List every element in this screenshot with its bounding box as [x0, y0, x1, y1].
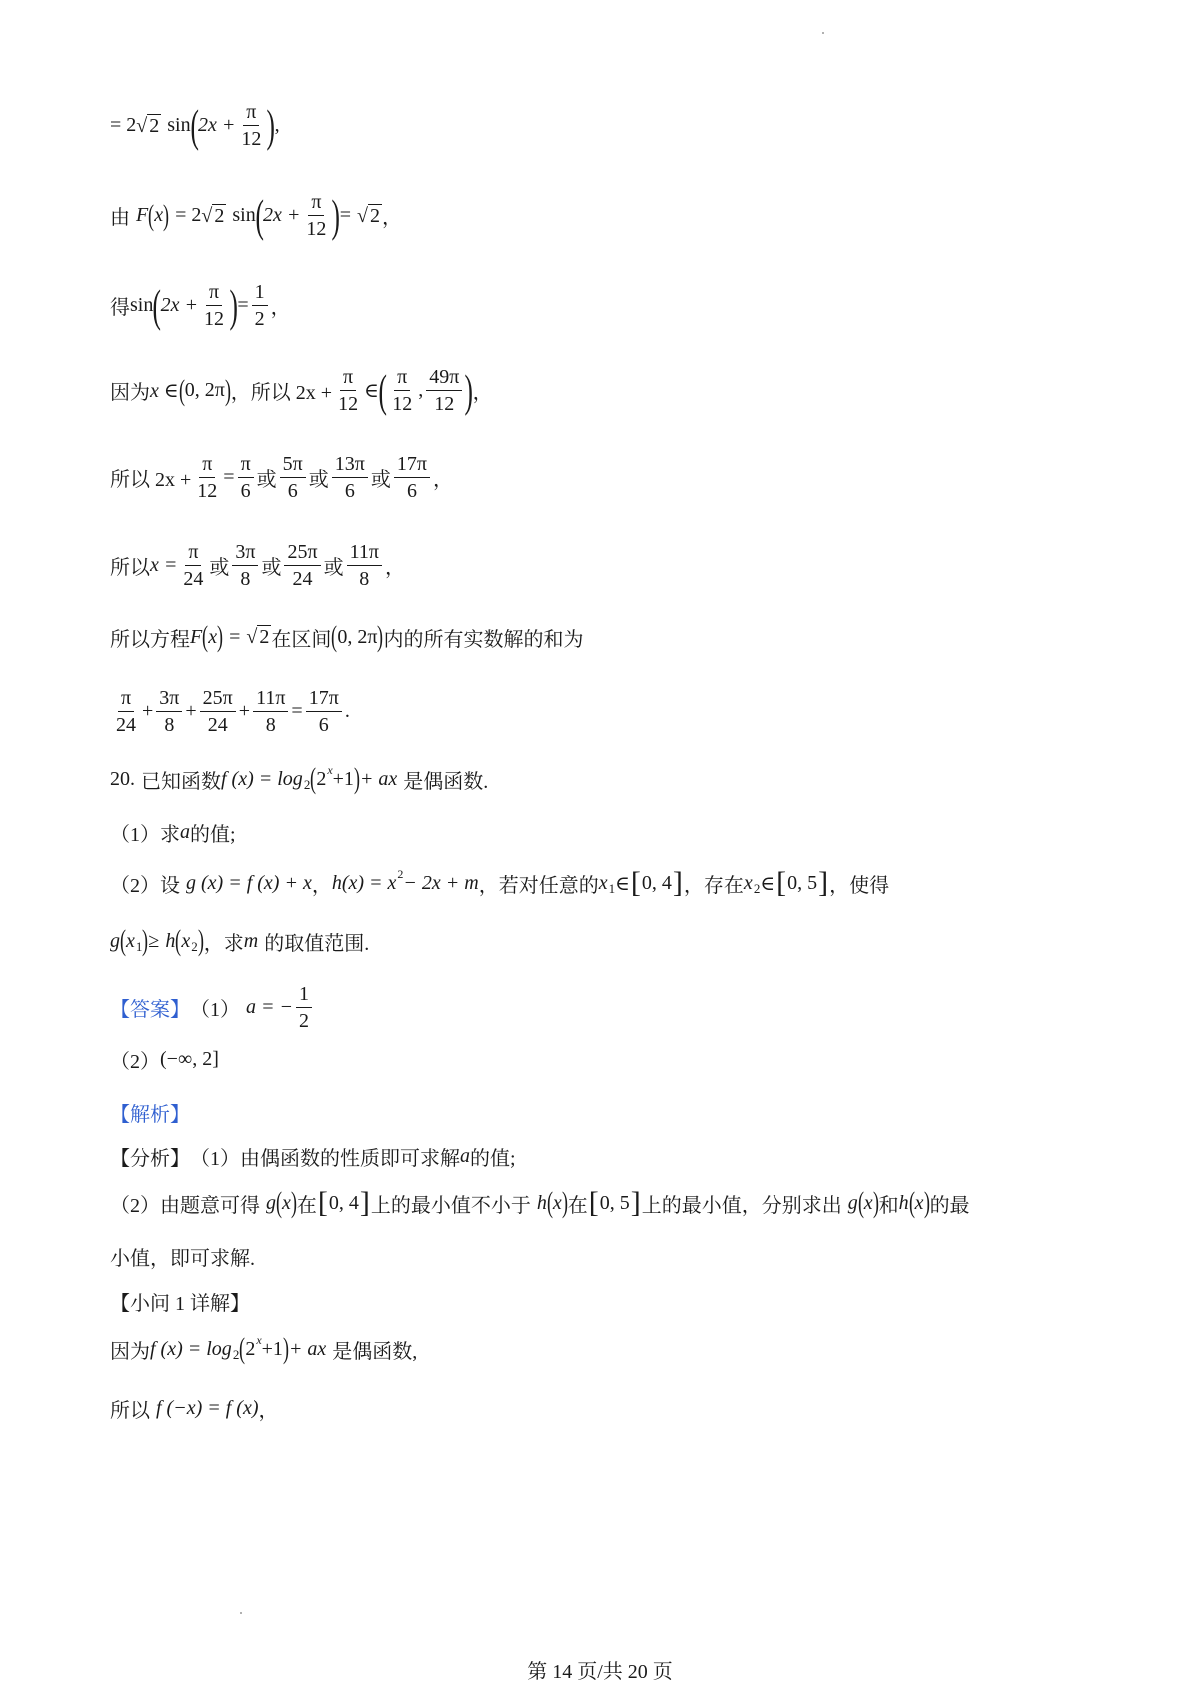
numerator: 11π	[347, 540, 382, 566]
var-a: a	[180, 821, 190, 843]
log-base: 2	[232, 1347, 240, 1362]
fraction	[296, 982, 312, 1033]
text: 小值，即可求解.	[110, 1248, 255, 1270]
right-paren: )	[377, 620, 384, 653]
numerator: π	[394, 365, 410, 391]
fraction	[200, 686, 236, 737]
equals: =	[339, 204, 352, 226]
text: ，存在	[683, 874, 744, 897]
left-paren: (	[378, 364, 387, 416]
fraction	[426, 365, 462, 416]
func-F: F	[190, 625, 203, 648]
numerator: 3π	[232, 540, 258, 566]
element-of: ∈	[615, 872, 630, 895]
fraction	[238, 100, 264, 151]
plus: +	[185, 700, 197, 722]
numerator: 5π	[280, 452, 306, 478]
punct: ，	[433, 469, 453, 491]
equals: =	[223, 466, 235, 488]
text: （2）由题意可得	[110, 1194, 260, 1217]
denominator: 8	[164, 714, 175, 736]
left-paren: (	[175, 924, 182, 957]
right-paren: )	[290, 1186, 297, 1219]
sqrt: √ 2	[246, 626, 270, 648]
or-text: 或	[261, 557, 282, 579]
exponent: 2	[397, 866, 404, 881]
sqrt: √ 2	[201, 204, 225, 227]
denominator: 8	[240, 568, 251, 590]
sqrt-radicand: 2	[149, 114, 160, 137]
answer-expr: a = −	[246, 996, 293, 1018]
func-h: h	[898, 1191, 909, 1214]
punct: ,	[274, 114, 280, 136]
fraction	[201, 280, 227, 331]
text: （1）求	[110, 824, 180, 846]
denominator: 8	[359, 568, 370, 590]
text: ，求	[203, 932, 244, 955]
func-g: g	[110, 929, 120, 952]
scan-speck	[240, 1612, 242, 1614]
denominator: 6	[318, 714, 329, 736]
interval: 0, 5	[787, 871, 818, 894]
punct: ，	[270, 297, 291, 319]
step-line-3	[110, 280, 291, 331]
equation: f (−x) = f (x)	[156, 1397, 259, 1419]
linear-term: + ax	[288, 1337, 327, 1360]
answer-interval: (−∞, 2]	[160, 1048, 219, 1070]
fraction	[306, 686, 342, 737]
left-paren: (	[857, 1186, 864, 1219]
sqrt: √ 2	[136, 114, 160, 137]
var-m: m	[243, 929, 259, 952]
numerator: π	[185, 540, 201, 566]
fraction	[252, 280, 268, 331]
exponent: x	[256, 1332, 262, 1347]
comma: ,	[418, 379, 424, 401]
left-bracket: [	[630, 866, 641, 899]
problem-20-part-2	[110, 868, 889, 898]
text: 是偶函数.	[403, 770, 489, 793]
left-paren: (	[276, 1186, 282, 1219]
text: 是偶函数,	[332, 1340, 418, 1363]
arg-term: 2x +	[263, 204, 301, 226]
or-text: 或	[323, 557, 344, 579]
analysis-subheading: 【分析】	[110, 1148, 190, 1170]
text: 在	[567, 1194, 588, 1217]
func-h: h(x) = x	[331, 871, 397, 894]
fraction	[389, 365, 415, 416]
text-prefix: 因为	[110, 382, 150, 404]
func-h-tail: − 2x + m	[403, 871, 479, 894]
var-a: a	[460, 1145, 470, 1167]
denominator: 6	[344, 480, 355, 502]
denominator: 6	[240, 480, 251, 502]
fraction	[180, 540, 206, 591]
right-paren: )	[282, 1332, 289, 1365]
arg-term: 2x +	[197, 114, 236, 136]
page-footer: 第 14 页/共 20 页	[527, 1661, 673, 1683]
step-line-4	[110, 365, 493, 416]
sub-question-label: 【小问 1 详解】	[110, 1293, 250, 1315]
base: 2	[316, 767, 327, 790]
numerator: 49π	[426, 365, 462, 391]
analysis-part-1	[110, 1142, 516, 1171]
left-bracket: [	[588, 1186, 599, 1219]
interval: 0, 2π	[184, 379, 225, 401]
answer-part-1	[110, 982, 315, 1033]
left-paren: (	[152, 279, 162, 331]
analysis-label: 【解析】	[110, 1104, 190, 1126]
text-mid: ，所以 2x +	[230, 382, 333, 404]
numerator: 1	[252, 280, 268, 306]
or-text: 或	[370, 469, 391, 491]
right-paren: )	[561, 1186, 568, 1219]
text-tail: 内的所有实数解的和为	[383, 628, 584, 651]
sin-fn: sin	[167, 114, 191, 136]
subscript: 2	[191, 939, 198, 954]
left-paren: (	[148, 198, 155, 232]
denominator: 12	[241, 128, 262, 150]
right-paren: )	[331, 189, 341, 241]
denominator: 12	[204, 308, 225, 330]
plus: +	[238, 700, 251, 722]
detail-line-1	[110, 1334, 417, 1364]
fraction	[394, 452, 430, 503]
analysis-heading	[110, 1098, 190, 1127]
var-x: x	[208, 625, 218, 648]
text: 上的最小值，分别求出	[641, 1194, 842, 1217]
step-line-8	[110, 686, 350, 737]
denominator: 12	[392, 393, 413, 415]
equals: = 2	[175, 204, 202, 226]
right-paren: )	[229, 279, 238, 331]
denominator: 12	[338, 393, 359, 415]
fraction	[113, 686, 139, 737]
text: 在	[296, 1194, 317, 1217]
left-paren: (	[310, 762, 317, 795]
element-of: ∈	[760, 872, 776, 895]
text: 的值;	[470, 1148, 516, 1170]
right-bracket: ]	[818, 866, 829, 899]
plus: +	[142, 700, 154, 722]
left-paren: (	[255, 189, 264, 241]
func-g: g (x) = f (x) + x	[186, 871, 312, 894]
func-g: g	[266, 1191, 276, 1214]
text: 的取值范围.	[264, 932, 370, 955]
punct: ，	[258, 1400, 279, 1422]
right-bracket: ]	[672, 866, 683, 899]
interval: 0, 4	[328, 1191, 359, 1214]
fraction	[194, 452, 220, 503]
subscript: 1	[608, 881, 616, 896]
var-x1: x	[126, 929, 135, 952]
denominator: 12	[306, 218, 327, 240]
punct: ，	[384, 557, 405, 579]
text: （1）由偶函数的性质即可求解	[190, 1148, 460, 1170]
or-text: 或	[256, 469, 277, 491]
var-x: x =	[150, 554, 178, 576]
scan-speck	[822, 32, 824, 34]
subscript: 1	[135, 939, 143, 954]
interval: 0, 4	[641, 871, 672, 894]
step-line-2	[110, 190, 402, 241]
denominator: 6	[406, 480, 417, 502]
text: 的值;	[190, 824, 236, 846]
var-x: x ∈	[150, 380, 179, 402]
right-bracket: ]	[359, 1186, 370, 1219]
fraction	[253, 686, 288, 737]
text: 已知函数	[141, 770, 221, 793]
punct: ，	[472, 382, 493, 404]
func-g: g	[847, 1191, 858, 1214]
numerator: 17π	[306, 686, 342, 712]
func-h: h	[536, 1191, 547, 1214]
numerator: 11π	[253, 686, 288, 712]
right-paren: )	[217, 620, 224, 653]
fraction	[232, 540, 258, 591]
expr-prefix: = 2	[110, 114, 137, 136]
base: 2	[245, 1337, 256, 1360]
answer-part-2	[110, 1045, 219, 1074]
fraction	[156, 686, 182, 737]
numerator: π	[238, 452, 254, 478]
sin-fn: sin	[232, 204, 256, 226]
numerator: 25π	[284, 540, 320, 566]
text-prefix: 所以 2x +	[110, 469, 192, 491]
numerator: 3π	[156, 686, 182, 712]
or-text: 或	[209, 557, 230, 579]
numerator: π	[243, 100, 259, 126]
left-paren: (	[190, 99, 199, 151]
text: （2）设	[110, 874, 180, 897]
denominator: 2	[254, 308, 265, 330]
fraction	[280, 452, 306, 503]
denominator: 8	[265, 714, 276, 736]
var-x1: x	[598, 871, 608, 894]
sin-fn: sin	[130, 294, 154, 316]
equals: =	[237, 294, 249, 316]
text: 和	[878, 1194, 899, 1217]
numerator: 17π	[394, 452, 430, 478]
geq: ≥	[148, 929, 160, 952]
step-line-7	[110, 622, 583, 652]
left-bracket: [	[317, 1186, 328, 1219]
numerator: π	[118, 686, 134, 712]
left-bracket: [	[776, 866, 787, 899]
numerator: 13π	[332, 452, 368, 478]
denominator: 12	[434, 393, 455, 415]
text: ，若对任意的	[478, 874, 599, 897]
denominator: 24	[292, 568, 313, 590]
text: 因为	[110, 1340, 150, 1363]
problem-20-part-1	[110, 818, 236, 847]
interval: 0, 5	[599, 1191, 630, 1214]
var-x: x	[282, 1191, 291, 1214]
log-base: 2	[303, 777, 311, 792]
sqrt-radicand: 2	[370, 204, 381, 227]
left-paren: (	[331, 620, 338, 653]
text-prefix: 由	[110, 207, 130, 229]
text: 的最	[929, 1194, 970, 1217]
right-paren: )	[197, 924, 204, 957]
equals: =	[291, 700, 303, 722]
punct: .	[344, 700, 350, 722]
text: 上的最小值不小于	[370, 1194, 531, 1217]
subscript: 2	[753, 881, 761, 896]
func-h: h	[165, 929, 176, 952]
sqrt-radicand: 2	[259, 626, 270, 648]
denominator: 12	[197, 480, 218, 502]
step-line-5	[110, 452, 453, 503]
fraction	[238, 452, 254, 503]
analysis-part-2	[110, 1188, 970, 1218]
problem-number: 20.	[110, 767, 135, 790]
numerator: π	[340, 365, 356, 391]
element-of: ∈	[364, 380, 379, 402]
right-paren: )	[224, 373, 231, 407]
var-x2: x	[181, 929, 191, 952]
comma: ，	[311, 874, 332, 897]
left-paren: (	[546, 1186, 553, 1219]
numerator: 25π	[200, 686, 236, 712]
numerator: π	[199, 452, 215, 478]
func-F: F	[136, 204, 149, 226]
left-paren: (	[202, 620, 209, 653]
step-line-1	[110, 100, 280, 151]
denominator: 24	[183, 568, 204, 590]
right-paren: )	[266, 99, 276, 151]
text: 所以	[110, 1400, 150, 1422]
right-paren: )	[142, 924, 149, 957]
denominator: 6	[287, 480, 298, 502]
numerator: 1	[296, 982, 312, 1008]
interval: 0, 2π	[337, 625, 378, 648]
answer-label: 【答案】	[110, 999, 190, 1021]
numerator: π	[206, 280, 222, 306]
fraction	[284, 540, 320, 591]
sqrt: √ 2	[357, 204, 381, 227]
problem-20-part-2-cont	[110, 926, 369, 956]
denominator: 24	[207, 714, 228, 736]
sub-question-heading	[110, 1287, 250, 1316]
var-x: x	[914, 1191, 924, 1214]
func-expr: f (x) = log	[150, 1337, 232, 1360]
left-paren: (	[908, 1186, 915, 1219]
fraction	[332, 452, 368, 503]
var-x: x	[154, 204, 164, 226]
left-paren: (	[120, 924, 126, 957]
var-x: x	[552, 1191, 562, 1214]
analysis-part-2-cont	[110, 1242, 255, 1271]
right-paren: )	[872, 1186, 879, 1219]
detail-line-2	[110, 1394, 279, 1423]
plus-one: +1	[332, 767, 354, 790]
step-line-6	[110, 540, 405, 591]
left-paren: (	[239, 1332, 246, 1365]
sqrt-radicand: 2	[214, 204, 225, 227]
func-expr: f (x) = log	[221, 767, 303, 790]
text-prefix: 所以方程	[110, 628, 190, 651]
text-prefix: 得	[110, 297, 130, 319]
fraction	[347, 540, 382, 591]
problem-20-statement	[110, 764, 488, 794]
part-number: （1）	[190, 999, 240, 1021]
var-x: x	[863, 1191, 873, 1214]
text-prefix: 所以	[110, 557, 150, 579]
right-bracket: ]	[630, 1186, 641, 1219]
numerator: π	[308, 190, 324, 216]
linear-term: + ax	[359, 767, 398, 790]
punct: ，	[382, 207, 403, 229]
text-mid: 在区间	[271, 628, 332, 651]
fraction	[335, 365, 361, 416]
plus-one: +1	[261, 1337, 283, 1360]
left-paren: (	[178, 373, 185, 407]
exponent: x	[327, 762, 333, 777]
right-paren: )	[353, 762, 360, 795]
right-paren: )	[923, 1186, 930, 1219]
right-paren: )	[464, 364, 474, 416]
or-text: 或	[308, 469, 329, 491]
denominator: 2	[299, 1010, 309, 1032]
equals: =	[229, 625, 241, 648]
right-paren: )	[163, 198, 170, 232]
fraction	[303, 190, 329, 241]
var-x2: x	[743, 871, 753, 894]
text: ，使得	[829, 874, 890, 897]
arg-term: 2x +	[160, 294, 199, 316]
denominator: 24	[116, 714, 136, 736]
part-number: （2）	[110, 1051, 160, 1073]
